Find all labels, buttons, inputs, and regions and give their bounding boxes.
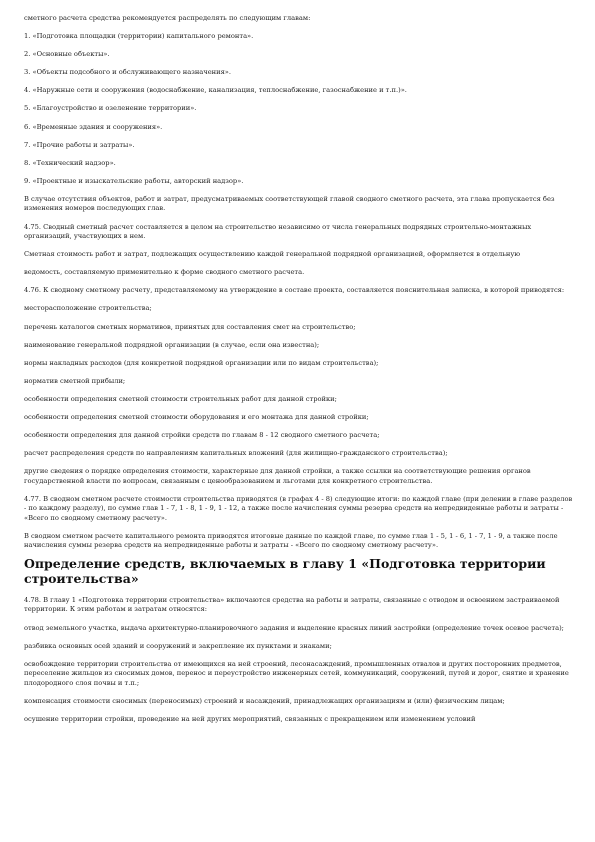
paragraph-capital-repair: В сводном сметном расчете капитального ремонта приводятся итоговые данные по каждой главе, по сумме глав 1 - 5, 1 - 6, 1 - 7, 1 - 9, а также после начисления суммы резерва средств на непредвиденные работы и затраты - «Всего по сводному сметному расчету». [24, 531, 558, 550]
chapter-item: 4. «Наружные сети и сооружения (водоснабжение, канализация, теплоснабжение, газоснабжение и т.п.)». [24, 86, 407, 95]
list-item: разбивка основных осей зданий и сооружений и закрепление их пунктами и знаками; [24, 641, 332, 650]
chapter-item: 9. «Проектные и изыскательские работы, авторский надзор». [24, 176, 244, 185]
list-item: особенности определения для данной стройки средств по главам 8 - 12 сводного сметного расчета; [24, 431, 380, 440]
chapter-item: 2. «Основные объекты». [24, 50, 110, 59]
list-item: особенности определения сметной стоимости оборудования и его монтажа для данной стройки; [24, 412, 369, 421]
paragraph-cost-line-2: ведомость, составляемую применительно к форме сводного сметного расчета. [24, 268, 305, 277]
list-item: нормы накладных расходов (для конкретной подрядной организации или по видам строительства); [24, 358, 379, 367]
chapter-item: 5. «Благоустройство и озеленение территории». [24, 104, 197, 113]
chapter-item: 7. «Прочие работы и затраты». [24, 140, 135, 149]
chapter-1-works-list [24, 624, 574, 725]
list-item: другие сведения о порядке определения стоимости, характерные для данной стройки, а также ссылки на соответствующие решения органов государственной власти по вопросам, связанным с ценообразованием и льготами для конкретного строительства. [24, 467, 531, 485]
paragraph-4-77: 4.77. В сводном сметном расчете стоимости строительства приводятся (в графах 4 - 8) следующие итоги: по каждой главе (при делении в главе разделов - по каждому разделу), по сумме глав 1 - 7, 1 - 8, 1 - 9, 1 - 12, а также после начисления суммы резерва средств на непредвиденные работы и затраты - «Всего по сводному сметному расчету». [24, 494, 573, 522]
list-item: расчет распределения средств по направлениям капитальных вложений (для жилищно-гражданского строительства); [24, 449, 448, 458]
paragraph-4-76: 4.76. К сводному сметному расчету, представляемому на утверждение в составе проекта, составляется пояснительная записка, в которой приводятся: [24, 286, 565, 295]
paragraph-absent-chapters: В случае отсутствия объектов, работ и затрат, предусматриваемых соответствующей главой сводного сметного расчета, эта глава пропускается без изменения номеров последующих глав. [24, 194, 555, 213]
paragraph-4-75: 4.75. Сводный сметный расчет составляется в целом на строительство независимо от числа генеральных подрядных строительно-монтажных организаций, участвующих в нем. [24, 222, 532, 241]
chapter-item: 6. «Временные здания и сооружения». [24, 122, 163, 131]
chapter-item: 8. «Технический надзор». [24, 158, 116, 167]
paragraph-cost-line-1: Сметная стоимость работ и затрат, подлежащих осуществлению каждой генеральной подрядной организацией, оформляется в отдельную [24, 250, 521, 259]
list-item: осушение территории стройки, проведение на ней других мероприятий, связанных с прекращением или изменением условий [24, 714, 476, 723]
chapter-item: 1. «Подготовка площадки (территории) капитального ремонта». [24, 32, 254, 41]
list-item: освобождение территории строительства от имеющихся на ней строений, лесонасаждений, промышленных отвалов и других посторонних предметов, переселение жильцов из сносимых домов, перенос и переустройство инженерных сетей, коммуникаций, сооружений, путей и дорог, снятие и хранение плодородного слоя почвы и т.п.; [24, 659, 569, 687]
list-item: отвод земельного участка, выдача архитектурно-планировочного задания и выделение красных линий застройки (определение точек осевое расчета); [24, 623, 564, 632]
section-heading: Определение средств, включаемых в главу 1 «Подготовка территории строительства» [24, 555, 546, 586]
list-item: месторасположение строительства; [24, 304, 152, 313]
chapter-list [24, 32, 574, 186]
paragraph-4-78: 4.78. В главу 1 «Подготовка территории строительства» включаются средства на работы и затраты, связанные с отводом и освоением застраиваемой территории. К этим работам и затратам относятся: [24, 595, 560, 614]
chapter-item: 3. «Объекты подсобного и обслуживающего назначения». [24, 68, 232, 77]
list-item: наименование генеральной подрядной организации (в случае, если она известна); [24, 340, 320, 349]
list-item: перечень каталогов сметных нормативов, принятых для составления смет на строительство; [24, 322, 356, 331]
list-item: особенности определения сметной стоимости строительных работ для данной стройки; [24, 394, 337, 403]
list-item: компенсация стоимости сносимых (переносимых) строений и насаждений, принадлежащих организациям и (или) физическим лицам; [24, 696, 505, 705]
explanatory-note-list [24, 304, 574, 486]
document-page [24, 14, 574, 733]
list-item: норматив сметной прибыли; [24, 376, 126, 385]
intro-text: сметного расчета средства рекомендуется распределять по следующим главам: [24, 14, 311, 22]
